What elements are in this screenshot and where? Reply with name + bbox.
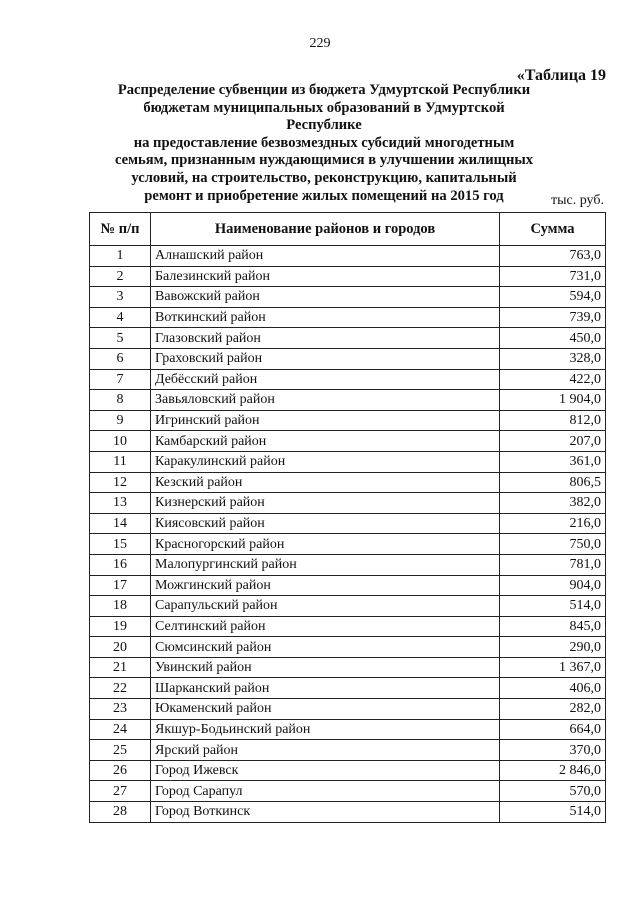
- cell-sum: 207,0: [500, 431, 606, 452]
- cell-name: Малопургинский район: [151, 554, 500, 575]
- cell-sum: 763,0: [500, 246, 606, 267]
- cell-sum: 1 904,0: [500, 390, 606, 411]
- cell-name: Камбарский район: [151, 431, 500, 452]
- cell-name: Вавожский район: [151, 287, 500, 308]
- cell-number: 5: [90, 328, 151, 349]
- table-row: [90, 554, 606, 575]
- title-line: условий, на строительство, реконструкцию, капитальный: [131, 169, 517, 186]
- cell-sum: 370,0: [500, 740, 606, 761]
- cell-number: 10: [90, 431, 151, 452]
- table-row: [90, 657, 606, 678]
- units-label: тыс. руб.: [551, 193, 604, 208]
- table-row: [90, 472, 606, 493]
- cell-sum: 812,0: [500, 410, 606, 431]
- table-row: [90, 719, 606, 740]
- cell-sum: 282,0: [500, 699, 606, 720]
- table-row: [90, 699, 606, 720]
- cell-number: 6: [90, 348, 151, 369]
- cell-name: Ярский район: [151, 740, 500, 761]
- table-row: [90, 760, 606, 781]
- title-line: Распределение субвенции из бюджета Удмуртской Республики: [117, 82, 531, 98]
- cell-name: Селтинский район: [151, 616, 500, 637]
- table-row: [90, 781, 606, 802]
- cell-name: Каракулинский район: [151, 451, 500, 472]
- cell-number: 7: [90, 369, 151, 390]
- cell-number: 23: [90, 699, 151, 720]
- title-line: бюджетам муниципальных образований в Удмуртской Республике: [143, 99, 505, 134]
- table-row: [90, 390, 606, 411]
- cell-sum: 731,0: [500, 266, 606, 287]
- cell-sum: 904,0: [500, 575, 606, 596]
- cell-sum: 290,0: [500, 637, 606, 658]
- document-title: [110, 82, 538, 205]
- table-row: [90, 802, 606, 823]
- cell-number: 15: [90, 534, 151, 555]
- cell-sum: 2 846,0: [500, 760, 606, 781]
- cell-name: Юкаменский район: [151, 699, 500, 720]
- cell-number: 11: [90, 451, 151, 472]
- cell-name: Игринский район: [151, 410, 500, 431]
- table-row: [90, 616, 606, 637]
- cell-name: Увинский район: [151, 657, 500, 678]
- cell-name: Киясовский район: [151, 513, 500, 534]
- cell-sum: 750,0: [500, 534, 606, 555]
- table-row: [90, 740, 606, 761]
- allocation-table: [89, 212, 606, 823]
- cell-number: 18: [90, 596, 151, 617]
- page-number: 229: [309, 36, 331, 51]
- cell-name: Воткинский район: [151, 307, 500, 328]
- header-number: № п/п: [90, 213, 151, 246]
- cell-number: 22: [90, 678, 151, 699]
- cell-sum: 570,0: [500, 781, 606, 802]
- cell-sum: 216,0: [500, 513, 606, 534]
- cell-number: 24: [90, 719, 151, 740]
- cell-name: Красногорский район: [151, 534, 500, 555]
- cell-name: Кизнерский район: [151, 493, 500, 514]
- cell-number: 1: [90, 246, 151, 267]
- table-row: [90, 266, 606, 287]
- cell-number: 9: [90, 410, 151, 431]
- cell-sum: 514,0: [500, 802, 606, 823]
- cell-number: 17: [90, 575, 151, 596]
- table-row: [90, 493, 606, 514]
- cell-name: Сарапульский район: [151, 596, 500, 617]
- table-row: [90, 575, 606, 596]
- table-row: [90, 534, 606, 555]
- cell-name: Сюмсинский район: [151, 637, 500, 658]
- cell-number: 13: [90, 493, 151, 514]
- title-line: ремонт и приобретение жилых помещений на 2015 год: [144, 187, 504, 204]
- cell-sum: 361,0: [500, 451, 606, 472]
- table-header-row: [90, 213, 606, 246]
- cell-name: Алнашский район: [151, 246, 500, 267]
- cell-name: Дебёсский район: [151, 369, 500, 390]
- cell-number: 27: [90, 781, 151, 802]
- cell-number: 8: [90, 390, 151, 411]
- cell-number: 20: [90, 637, 151, 658]
- table-row: [90, 431, 606, 452]
- title-line: на предоставление безвозмездных субсидий многодетным: [133, 134, 515, 151]
- cell-name: Глазовский район: [151, 328, 500, 349]
- table-row: [90, 287, 606, 308]
- table-row: [90, 678, 606, 699]
- cell-name: Кезский район: [151, 472, 500, 493]
- cell-sum: 406,0: [500, 678, 606, 699]
- table-row: [90, 348, 606, 369]
- cell-sum: 514,0: [500, 596, 606, 617]
- cell-number: 2: [90, 266, 151, 287]
- cell-name: Город Сарапул: [151, 781, 500, 802]
- cell-sum: 739,0: [500, 307, 606, 328]
- table-row: [90, 328, 606, 349]
- header-name: Наименование районов и городов: [151, 213, 500, 246]
- cell-number: 21: [90, 657, 151, 678]
- table-row: [90, 451, 606, 472]
- cell-name: Завьяловский район: [151, 390, 500, 411]
- cell-name: Шарканский район: [151, 678, 500, 699]
- cell-number: 12: [90, 472, 151, 493]
- cell-name: Город Воткинск: [151, 802, 500, 823]
- cell-name: Город Ижевск: [151, 760, 500, 781]
- cell-sum: 422,0: [500, 369, 606, 390]
- cell-name: Балезинский район: [151, 266, 500, 287]
- table-row: [90, 637, 606, 658]
- cell-number: 14: [90, 513, 151, 534]
- cell-sum: 1 367,0: [500, 657, 606, 678]
- cell-sum: 450,0: [500, 328, 606, 349]
- cell-number: 3: [90, 287, 151, 308]
- cell-sum: 806,5: [500, 472, 606, 493]
- cell-number: 19: [90, 616, 151, 637]
- cell-sum: 845,0: [500, 616, 606, 637]
- cell-sum: 781,0: [500, 554, 606, 575]
- table-row: [90, 246, 606, 267]
- header-sum: Сумма: [500, 213, 606, 246]
- table-row: [90, 369, 606, 390]
- cell-sum: 664,0: [500, 719, 606, 740]
- cell-name: Граховский район: [151, 348, 500, 369]
- cell-number: 4: [90, 307, 151, 328]
- cell-sum: 382,0: [500, 493, 606, 514]
- cell-sum: 594,0: [500, 287, 606, 308]
- cell-sum: 328,0: [500, 348, 606, 369]
- table-row: [90, 307, 606, 328]
- table-label: «Таблица 19: [516, 67, 606, 84]
- cell-number: 16: [90, 554, 151, 575]
- cell-number: 26: [90, 760, 151, 781]
- cell-name: Якшур-Бодьинский район: [151, 719, 500, 740]
- cell-number: 28: [90, 802, 151, 823]
- title-line: семьям, признанным нуждающимися в улучшении жилищных: [114, 152, 534, 169]
- cell-name: Можгинский район: [151, 575, 500, 596]
- table-row: [90, 596, 606, 617]
- table-row: [90, 410, 606, 431]
- table-row: [90, 513, 606, 534]
- cell-number: 25: [90, 740, 151, 761]
